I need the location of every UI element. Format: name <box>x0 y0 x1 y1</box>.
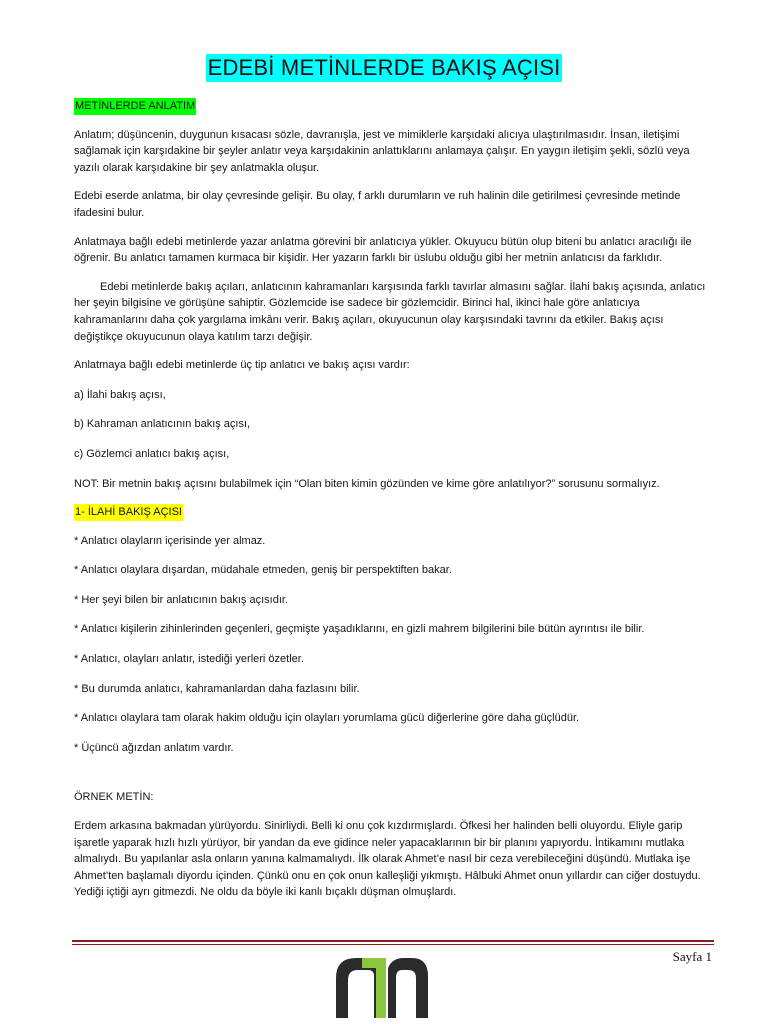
type-item-c: c) Gözlemci anlatıcı bakış açısı, <box>74 447 230 460</box>
paragraph-4: Edebi metinlerde bakış açıları, anlatıcının kahramanları karşısında farklı tavırlar almasını sağlar. İlahi bakış açısında, anlatıcı her şeyin bilgisine ve görüşüne sahiptir. Gözlemcide ise sadece bir gözlemcidir. Birinci hal, ikinci hale göre anlatıcıya kahramanlarını daha çok yargılama imkânı verir. Bakış açıları, okuyucunun olay karşısındaki tavrını da etkiler. Bakış açısı değiştikçe okuyucunun olaya katılım tarzı değişir. <box>74 280 706 343</box>
bullet-item: * Bu durumda anlatıcı, kahramanlardan daha fazlasını bilir. <box>74 682 360 695</box>
bullet-item: * Her şeyi bilen bir anlatıcının bakış açısıdır. <box>74 593 288 606</box>
bullet-item: * Anlatıcı, olayları anlatır, istediği yerleri özetler. <box>74 653 304 666</box>
publisher-logo-icon <box>332 950 432 1020</box>
footer-rule-thick <box>72 940 714 942</box>
example-heading: ÖRNEK METİN: <box>74 791 154 804</box>
type-item-a: a) İlahi bakış açısı, <box>74 388 166 401</box>
spacer <box>74 769 714 789</box>
page-number: Sayfa 1 <box>672 949 712 964</box>
bullet-item: * Üçüncü ağızdan anlatım vardır. <box>74 741 234 754</box>
document-body <box>74 98 714 913</box>
type-item-b: b) Kahraman anlatıcının bakış açısı, <box>74 418 251 431</box>
note-paragraph: NOT: Bir metnin bakış açısını bulabilmek için “Olan biten kimin gözünden ve kime göre anlatılıyor?” sorusunu sormalıyız. <box>74 477 660 490</box>
section-heading-anlatim: METİNLERDE ANLATIM <box>74 98 196 115</box>
footer-rule-thin <box>72 944 714 945</box>
section-heading-ilahi: 1- İLAHİ BAKIŞ AÇISI <box>74 504 183 521</box>
paragraph-3: Anlatmaya bağlı edebi metinlerde yazar anlatma görevini bir anlatıcıya yükler. Okuyucu bütün olup biteni bu anlatıcı aracılığı ile öğrenir. Bu anlatıcı tamamen kurmaca bir kişidir. Her yazarın farklı bir üslubu olduğu gibi her metnin anlatıcısı da farklıdır. <box>74 235 692 265</box>
document-title: EDEBİ METİNLERDE BAKIŞ AÇISI <box>207 55 561 80</box>
bullet-item: * Anlatıcı olaylara dışardan, müdahale etmeden, geniş bir perspektiften bakar. <box>74 564 452 577</box>
bullet-item: * Anlatıcı olayların içerisinde yer almaz. <box>74 534 266 547</box>
paragraph-2: Edebi eserde anlatma, bir olay çevresinde gelişir. Bu olay, f arklı durumların ve ruh halinin dile getirilmesi çevresinde metinde ifadesini bulur. <box>74 190 681 219</box>
example-text: Erdem arkasına bakmadan yürüyordu. Sinirliydi. Belli ki onu çok kızdırmışlardı. Öfkesi her halinden belli oluyordu. Eliyle garip işaretle yaparak hızlı hızlı yürüyor, bir yandan da eve gidince neler yapacaklarının bir bir planını yapıyordu. İntikamını mutlaka almalıydı. Bu yapılanlar asla onların yanına kalmamalıydı. İlk olarak Ahmet’e nasıl bir ceza verebileceğini düşündü. Mutlaka işe Ahmet’ten başlamalı diyordu içinden. Çünkü onu en çok onun kalleşliği yıkmıştı. Hâlbuki Ahmet onun yıllardır can ciğer dostuydu. Yediği içtiği ayrı gitmezdi. Ne oldu da böyle iki kanlı bıçaklı düşman olmuşlardı. <box>74 820 701 899</box>
bullet-item: * Anlatıcı kişilerin zihinlerinden geçenleri, geçmişte yaşadıklarını, en gizli mahrem bilgilerini bile bütün ayrıntısı ile bilir. <box>74 623 645 636</box>
bullet-item: * Anlatıcı olaylara tam olarak hakim olduğu için olayları yorumlama gücü diğerlerine göre daha güçlüdür. <box>74 712 580 725</box>
paragraph-1: Anlatım; düşüncenin, duygunun kısacası sözle, davranışla, jest ve mimiklerle karşıdaki alıcıya ulaştırılmasıdır. İnsan, iletişimi sağlamak için karşıdakine bir şeyler anlatır veya karşıdakinin anlattıklarını anlamaya çalışır. En yaygın iletişim şekli, sözlü veya yazılı olarak karşıdakine bir şey anlatmakla oluşur. <box>74 128 690 174</box>
title-wrapper <box>0 54 768 82</box>
paragraph-5: Anlatmaya bağlı edebi metinlerde üç tip anlatıcı ve bakış açısı vardır: <box>74 359 410 372</box>
